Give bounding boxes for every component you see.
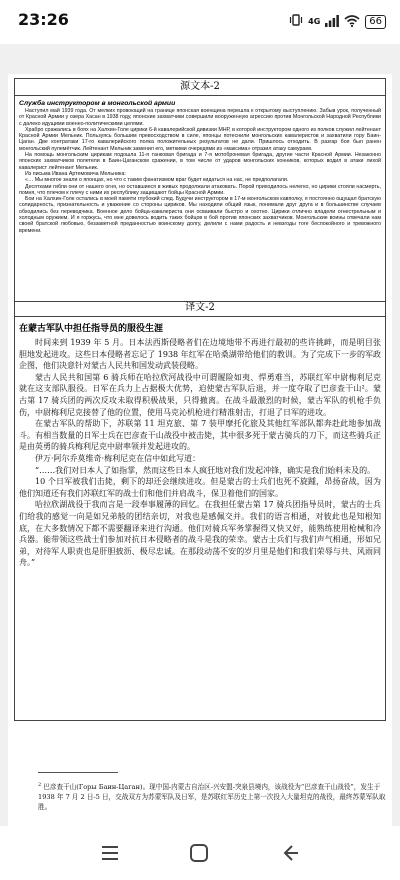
source-title: Служба инструктором в монгольской армии: [19, 100, 176, 107]
translation-paragraph: 在蒙古军队的帮助下，苏联第 11 坦克旅、第 7 装甲摩托化旅及其他红军部队都奔赴此地参加战斗。有相当数量的日军士兵在巴彦查干山战役中被击毙，其中很多死于蒙古骑兵的刀下，而这些骑兵正是由英勇的骑兵梅利尼克中尉率领并发起进攻的。: [19, 419, 381, 452]
network-label: 4G: [308, 17, 321, 26]
translation-box: [14, 300, 386, 721]
source-paragraph: На помощь монгольским цирикам подошла 11-я танковая бригада и 7-я мотоброневая бригада, другие части Красной Армии. Незаконно японских захватчиков полетели в Баин-Цаганском сражении, в том числе от ударов монгольских конников, которых водил в атаки лихой кавалерист лейтенант Мельник.: [19, 152, 381, 171]
back-button[interactable]: [280, 844, 300, 866]
clock: 23:26: [18, 10, 69, 29]
recent-apps-button[interactable]: [100, 844, 120, 866]
wifi-icon: [344, 12, 360, 31]
battery-indicator: 66: [365, 15, 386, 29]
home-button[interactable]: [188, 844, 210, 866]
source-paragraph: Бои на Халхин-Голе остались в моей памяти глубокий след. Будучи инструктором в 17-м монгольском кавполку, я постоянно ощущал братскую солидарность, признательность и уважение со стороны цириков. Мы находили общий язык, понимали друг друга и в большинстве случаев обходились без переводчика. Военное дело бойца-кавалериста они осваивали быстро и охотно. Цирики отлично владели огнестрельным и холодным оружием. И я горжусь, что мне довелось водить таких бойцов в бой против японских захватчиков. Монгольские воины отвечали нам своей братской любовью, беззаветной преданностью воинскому долгу, делили с нами радость и невзгоды тоге беспокойного и тревожного времени.: [19, 196, 381, 234]
source-paragraph: «… Мы многое знали о японцах, но что с таким фанатизмом враг будет кидаться на нас, не предполагали.: [25, 177, 289, 184]
source-paragraph: Десятками гибли они от нашего огня, но оставшиеся в живых продолжали атаковать. Порой приходилось нелегко, но цирики стояли насмерть, помня, что плечом к плечу с ними их республику защищают бойцы Красной Армии.: [19, 183, 381, 196]
navigation-bar: [0, 826, 400, 880]
footnote-divider: [38, 772, 118, 773]
status-bar: [0, 0, 400, 44]
footnote-text: 巴彦查干山(Горы Баин-Цаган)。现中国-内蒙古自治区-兴安盟-突泉县境内，该战役为“巴彦查干山战役”，发生于 1938 年 7 月 2 日-5 日，交战双方为苏蒙军队及日军，是苏联红军历史上第一次投入大量坦克的战役，最终苏蒙军队取胜。: [38, 783, 386, 812]
source-paragraph: Из письма Ивана Артемовича Мельника:: [25, 170, 126, 177]
source-paragraph: Наступил май 1939 года. От мелких провокаций на границе японская военщина перешла к открытому выступлению. Забыв урок, полученный от Красной Армии у озера Хасан в 1938 году, японские захватчики совершили вооруженную агрессию против Монгольской Народной Республики с далеко идущими военно-политическими целями.: [19, 108, 381, 127]
translation-paragraph: 哈拉欣湖战役于我而言是一段奉事履薄的回忆。在我担任蒙古第 17 骑兵团指导员时，蒙古的士兵们给我的感觉一向是如兄弟般的团结亲切，对我也是感佩交并。我们的语言相通，对彼此也是知根知底，在大多数情况下都不需要翻译来进行沟通。他们对骑兵军务掌握得又快又好，能熟练使用枪械和冷兵器。能带领这些战士们参加对抗日本侵略者的战斗是我的荣幸。蒙古士兵们与我们声气相通，形如兄弟，对待军人职责也是肝胆披沥、极尽忠诚。在那段动荡不安的岁月里是他们和我们荣辱与共、风雨同舟。”: [19, 500, 381, 568]
translation-header: 译文-2: [15, 300, 385, 317]
footnote-marker: 2: [38, 782, 42, 788]
status-icons: [289, 12, 386, 31]
translation-paragraph: “……我们对日本人了如指掌，然而这些日本人疯狂地对我们发起冲锋，确实是我们始料未及的。: [35, 465, 376, 475]
source-text-header: 源文本-2: [15, 79, 385, 96]
footnote: [38, 780, 388, 812]
translation-paragraph: 伊万·阿尔乔莫维奇·梅利尼克在信中如此写道：: [35, 453, 201, 463]
translation-paragraph: 蒙古人民共和国第 6 骑兵师在哈拉欣河战役中可谓履险如夷、悍勇难当，苏联红军中尉梅利尼克就在这支部队服役。日军在兵力上占据极大优势，迫使蒙古军队后退，并一度夺取了巴彦查干山²。蒙古第 17 骑兵团的两次反攻未取得积极战果，只得撤离。在战斗最激烈的时候，蒙古军队的机枪手负伤，中尉梅利尼克接替了他的位置，使用马克沁机枪进行精准射击，打退了日军的进攻。: [19, 372, 381, 417]
document-page: [8, 74, 392, 826]
document-viewer[interactable]: [0, 44, 400, 826]
translation-paragraph: 时间来到 1939 年 5 月。日本法西斯侵略者们在边境地带不再进行最初的些许挑衅，而是明目张胆地发起进攻。这些日本侵略者忘记了 1938 年红军在哈桑湖带给他们的教训。为了完成下一步的军政企图，他们决意针对蒙古人民共和国发动武装侵略。: [19, 338, 381, 371]
signal-icon: [325, 12, 339, 31]
source-paragraph: Храбро сражались в боях на Халхин-Голе цирики 6-й кавалерийской дивизии МНР, в которой инструктором одного из полков служил лейтенант Красной Армии Мельник. Пользуясь большим превосходством в силе, японцы потеснили монгольских кавалеристов и захватили гору Баин-Цаган. Две контратаки 17-го кавалерийского полка положительных результатов не дали. Пришлось отходить. В разгар боя был ранен монгольский пулемётчик. Лейтенант Мельник заменил его, меткими очередями из «максима» отразил атаку самураев.: [19, 126, 381, 152]
source-text-box: [14, 78, 386, 302]
translation-paragraph: 10 个日军被我们击毙，剩下的却还会继续进攻。但是蒙古的士兵们也死不旋踵，昂扬奋战，因为他们知道还有我们苏联红军的战士们和他们并肩战斗，保卫着他们的国家。: [19, 477, 381, 498]
translation-title: 在蒙古军队中担任指导员的服役生涯: [19, 324, 164, 334]
vibrate-icon: [289, 12, 303, 31]
